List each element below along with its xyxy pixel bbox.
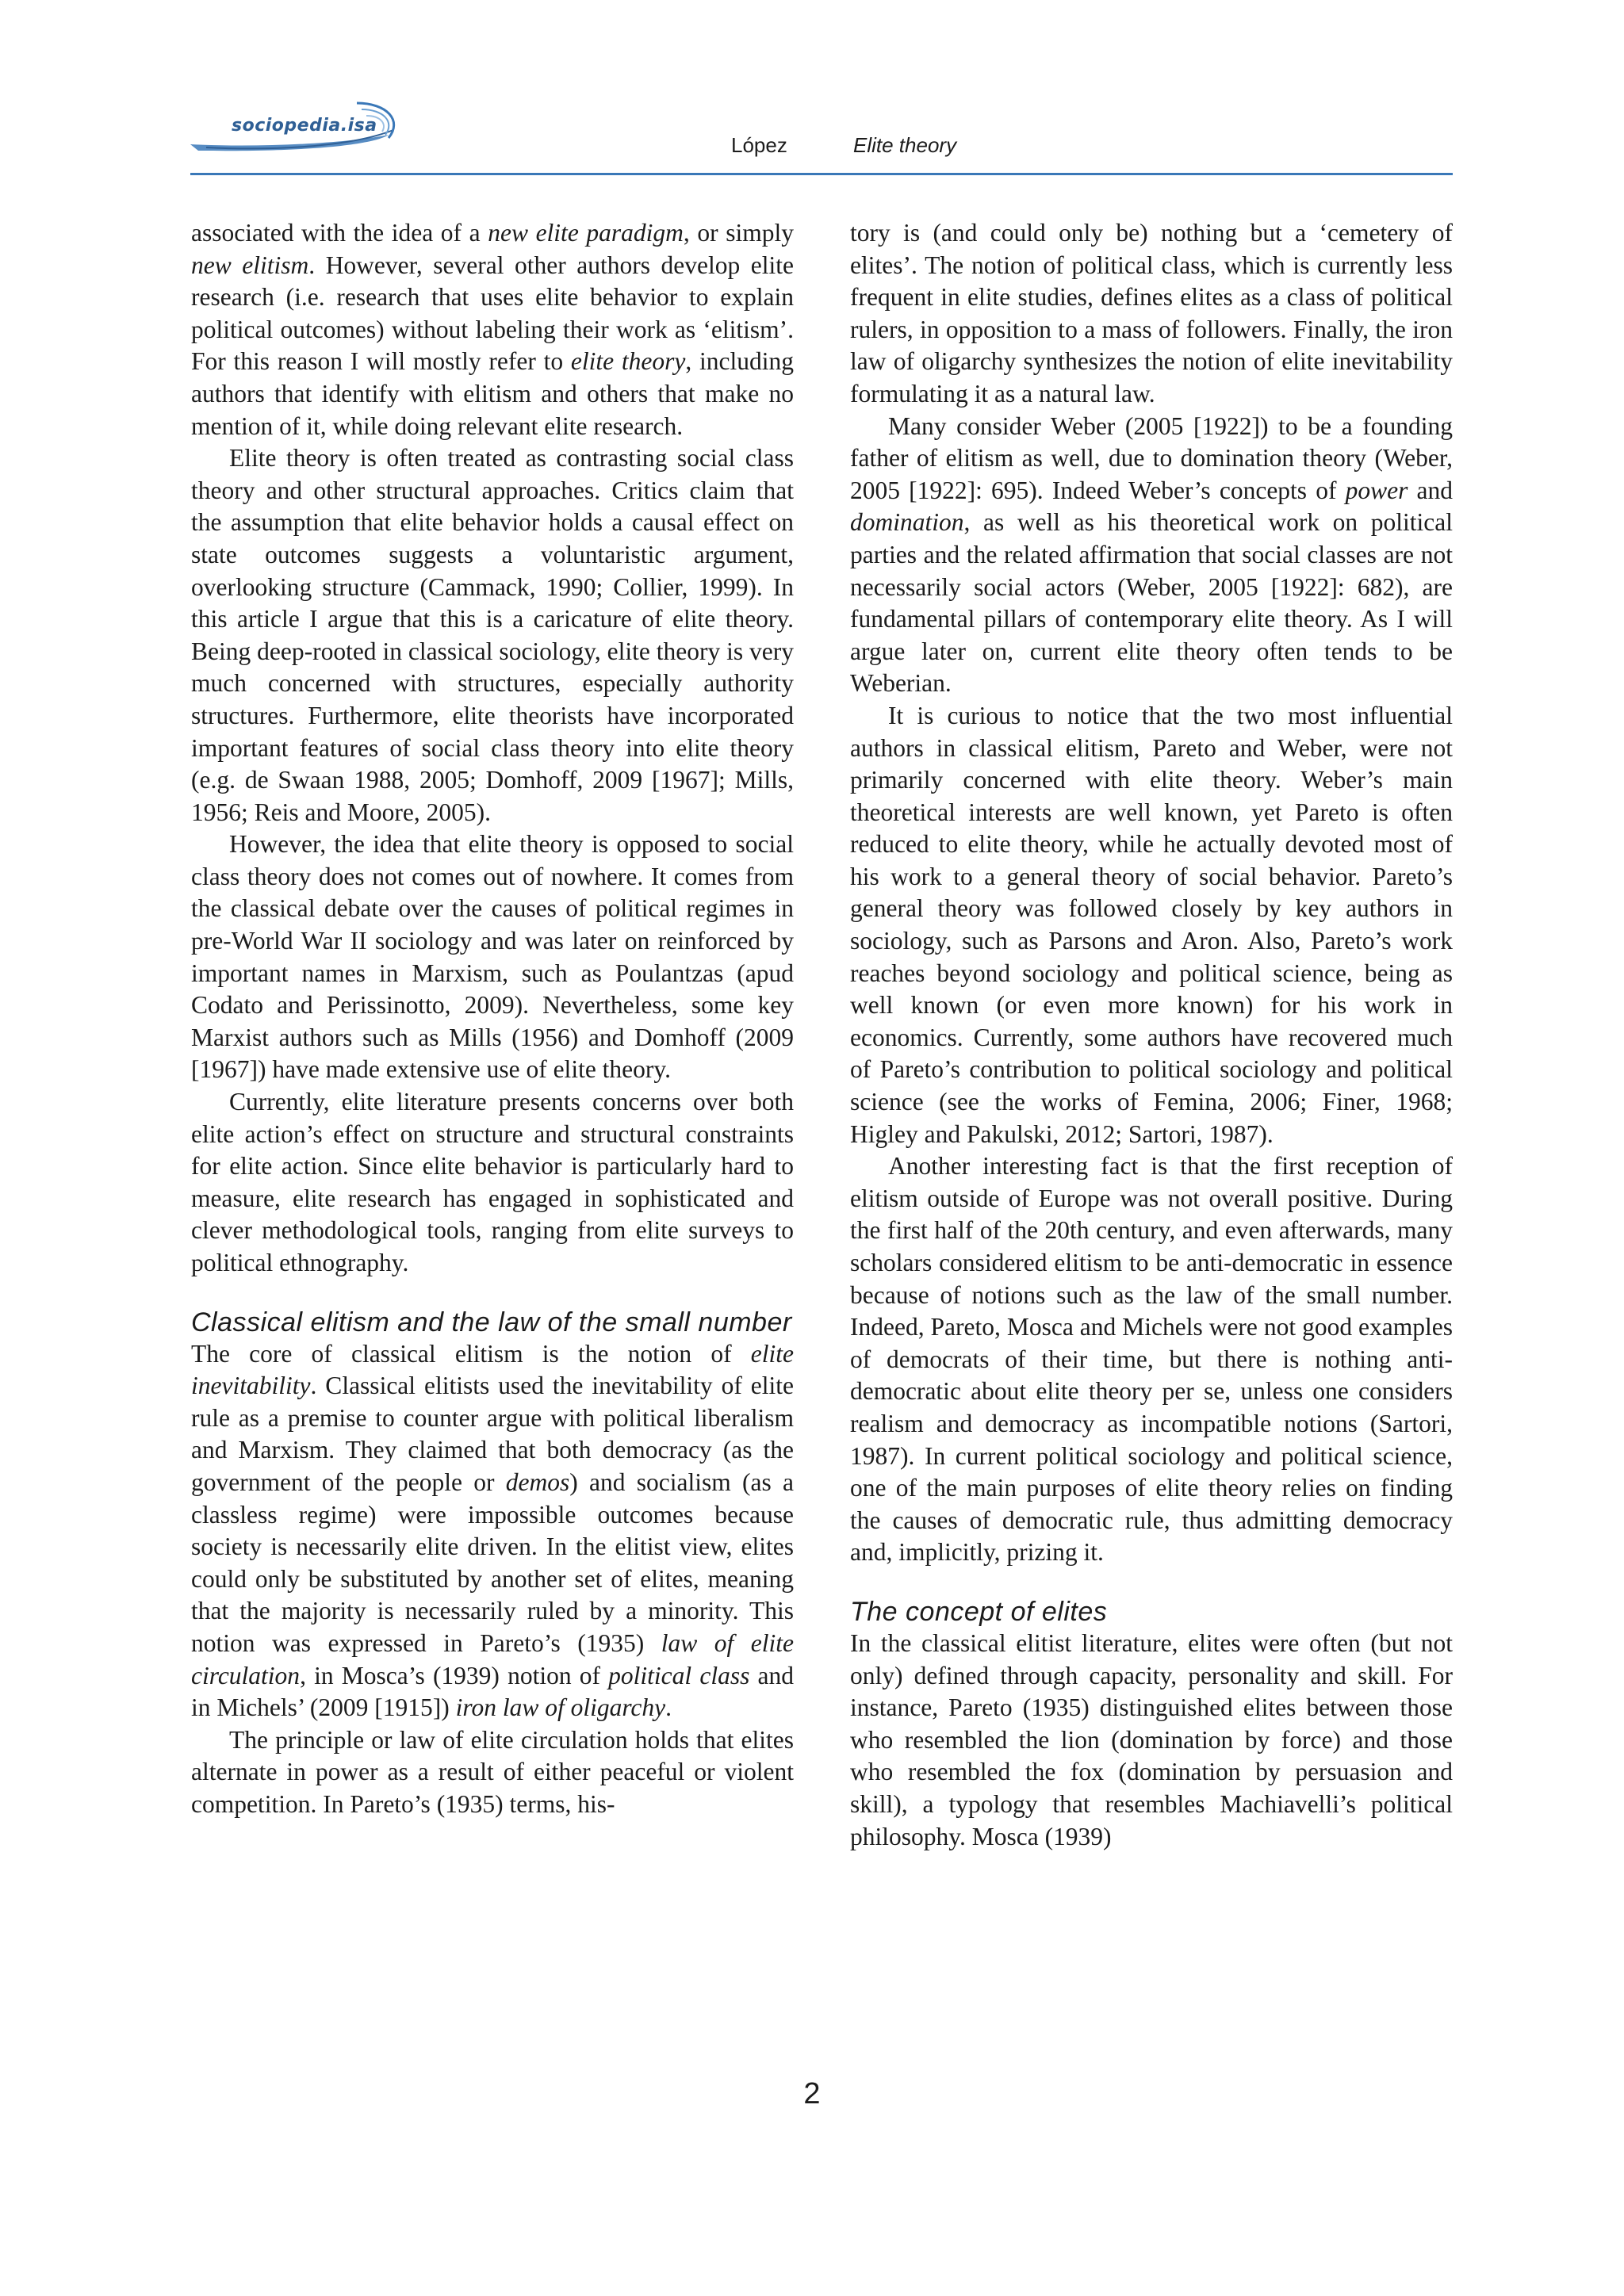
paragraph: Many consider Weber (2005 [1922]) to be a founding father of elitism as well, due to domination theory (Weber, 2005 [1922]: 695). Indeed Weber’s concepts of power and domination, as well as his theoretical work on political parties and the related affirmation that social classes are not necessarily social actors (Weber, 2005 [1922]: 682), are fundamental pillars of contemporary elite theory. As I will argue later on, current elite theory often tends to be Weberian. — [850, 411, 1453, 698]
paragraph: It is curious to notice that the two most influential authors in classical elitism, Pareto and Weber, were not primarily concerned with elite theory. Weber’s main theoretical interests are well known, yet Pareto is often reduced to elite theory, while he actually devoted most of his work to a general theory of social behavior. Pareto’s general theory was followed closely by key authors in sociology, such as Parsons and Aron. Also, Pareto’s work reaches beyond sociology and political science, being as well known (or even more known) for his work in economics. Currently, some authors have recovered much of Pareto’s contribution to political sociology and political science (see the works of Femina, 2006; Finer, 1968; Higley and Pakulski, 2012; Sartori, 1987). — [850, 701, 1453, 1148]
running-head — [190, 133, 1453, 160]
paragraph: Elite theory is often treated as contrasting social class theory and other structural approaches. Critics claim that the assumption that elite behavior holds a causal effect on state outcomes suggests a voluntaristic argument, overlooking structure (Cammack, 1990; Collier, 1999). In this article I argue that this is a caricature of elite theory. Being deep-rooted in classical sociology, elite theory is very much concerned with structures, especially authority structures. Furthermore, elite theorists have incorporated important features of social class theory into elite theory (e.g. de Swaan 1988, 2005; Domhoff, 2009 [1967]; Mills, 1956; Reis and Moore, 2005). — [191, 444, 794, 826]
left-column — [191, 217, 794, 1821]
section-heading: Classical elitism and the law of the small number — [191, 1307, 792, 1337]
page-number: 2 — [803, 2077, 821, 2110]
running-head-title: Elite theory — [853, 133, 957, 157]
paragraph: The principle or law of elite circulation holds that elites alternate in power as a result of either peaceful or violent competition. In Pareto’s (1935) terms, his- — [191, 1725, 794, 1818]
paragraph: Another interesting fact is that the first reception of elitism outside of Europe was not overall positive. During the first half of the 20th century, and even afterwards, many scholars considered elitism to be anti-democratic in essence because of notions such as the law of the small number. Indeed, Pareto, Mosca and Michels were not good examples of democrats of their time, but there is nothing anti-democratic about elite theory per se, unless one considers realism and democracy as incompatible notions (Sartori, 1987). In current political sociology and political science, one of the main purposes of elite theory relies on finding the causes of democratic rule, thus admitting democracy and, implicitly, prizing it. — [850, 1152, 1453, 1567]
logo-text: sociopedia.isa — [232, 116, 377, 136]
right-column — [850, 217, 1453, 1853]
paragraph: However, the idea that elite theory is opposed to social class theory does not comes out of nowhere. It comes from the classical debate over the causes of political regimes in pre-World War II sociology and was later on reinforced by important names in Marxism, such as Poulantzas (apud Codato and Perissinotto, 2009). Nevertheless, some key Marxist authors such as Mills (1956) and Domhoff (2009 [1967]) have made extensive use of elite theory. — [191, 830, 794, 1084]
section-heading: The concept of elites — [850, 1596, 1108, 1627]
paragraph: tory is (and could only be) nothing but a ‘cemetery of elites’. The notion of political class, which is currently less frequent in elite studies, defines elites as a class of political rulers, in opposition to a mass of followers. Finally, the iron law of oligarchy synthesizes the notion of elite inevitability formulating it as a natural law. — [850, 219, 1453, 408]
paragraph: associated with the idea of a new elite paradigm, or simply new elitism. However, several other authors develop elite research (i.e. research that uses elite behavior to explain political outcomes) without labeling their work as ‘elitism’. For this reason I will mostly refer to elite theory, including authors that identify with elitism and others that make no mention of it, while doing relevant elite research. — [191, 219, 794, 440]
header-rule — [190, 173, 1453, 175]
paragraph: In the classical elitist literature, elites were often (but not only) defined through capacity, personality and skill. For instance, Pareto (1935) distinguished elites between those who resembled the lion (domination by force) and those who resembled the fox (domination by persuasion and skill), a typology that resembles Machiavelli’s political philosophy. Mosca (1939) — [850, 1628, 1453, 1850]
paragraph: The core of classical elitism is the notion of elite inevitability. Classical elitists used the inevitability of elite rule as a premise to counter argue with political liberalism and Marxism. They claimed that both democracy (as the government of the people or demos) and socialism (as a classless regime) were impossible outcomes because society is necessarily elite driven. In the elitist view, elites could only be substituted by another set of elites, meaning that the majority is necessarily ruled by a minority. This notion was expressed in Pareto’s (1935) law of elite circulation, in Mosca’s (1939) notion of political class and in Michels’ (2009 [1915]) iron law of oligarchy. — [191, 1339, 795, 1722]
running-head-author: López — [731, 133, 787, 157]
paragraph: Currently, elite literature presents concerns over both elite action’s effect on structure and structural constraints for elite action. Since elite behavior is particularly hard to measure, elite research has engaged in sophisticated and clever methodological tools, ranging from elite surveys to political ethnography. — [191, 1088, 794, 1276]
